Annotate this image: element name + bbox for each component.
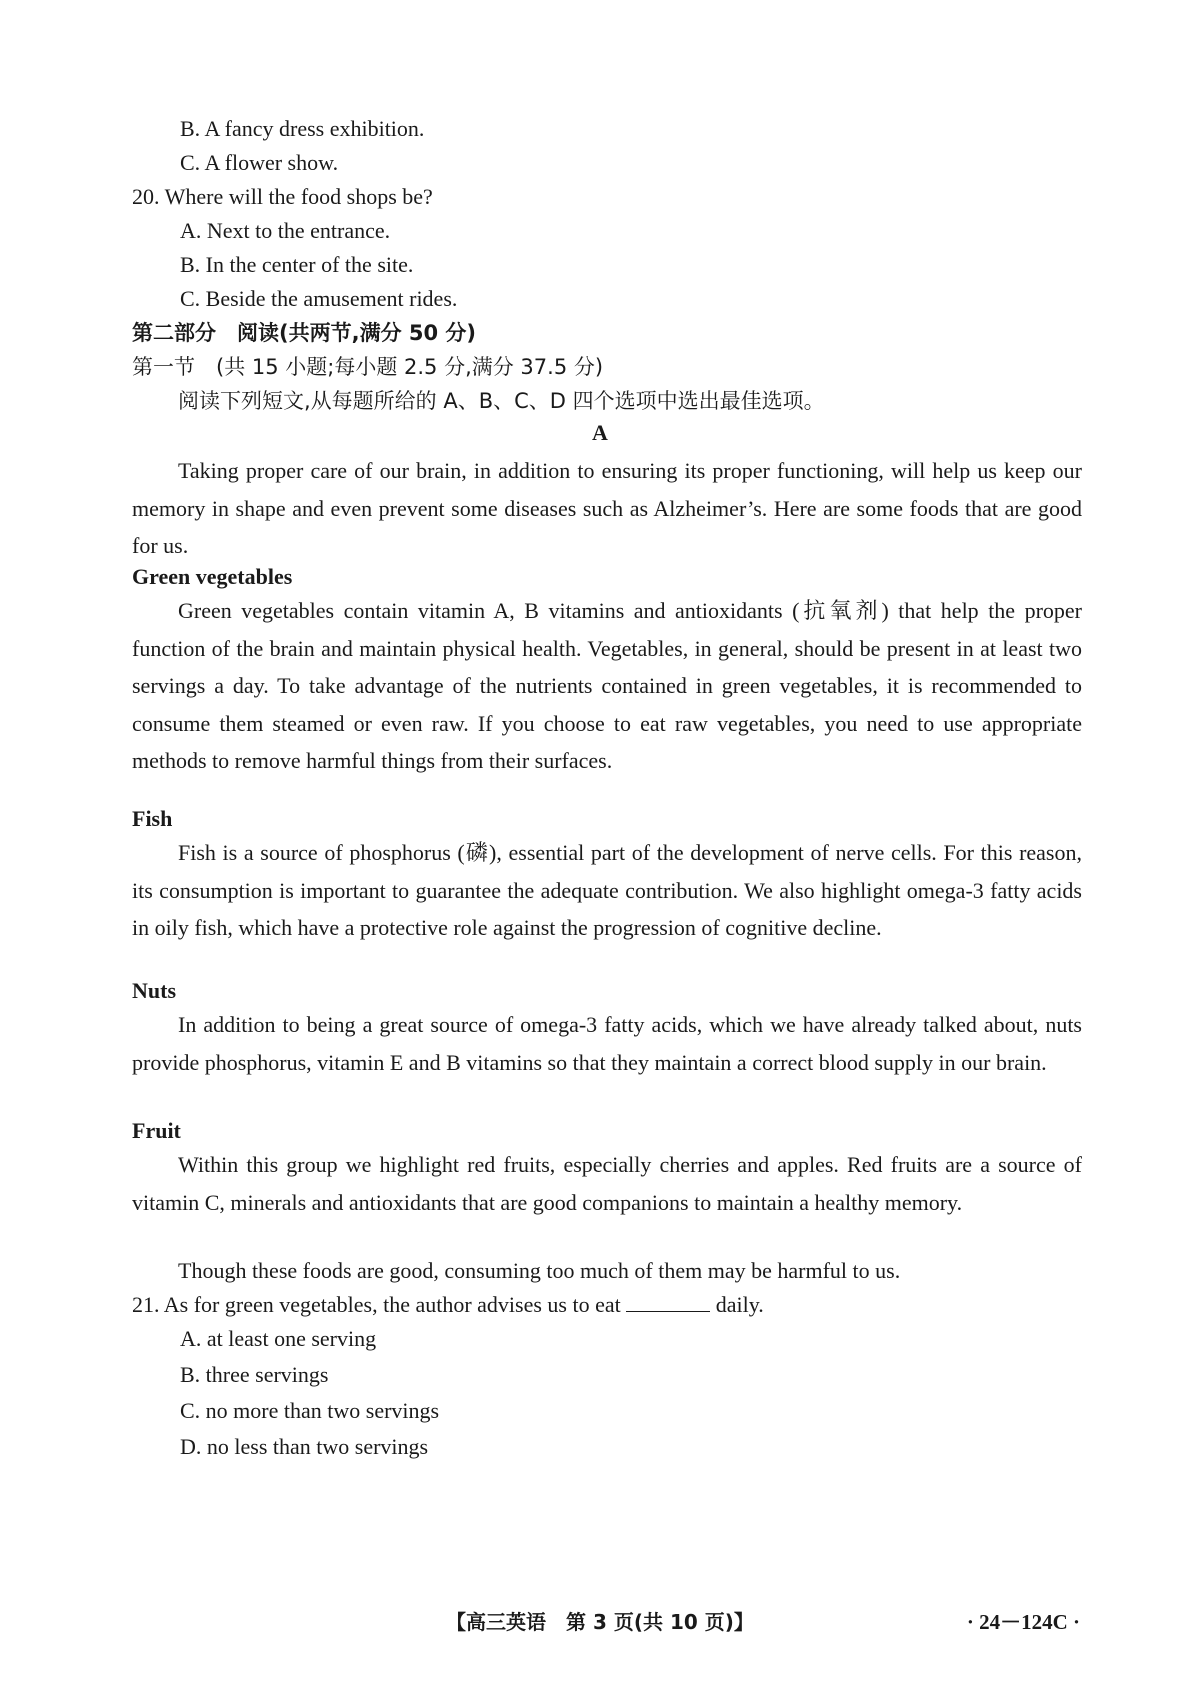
answer-blank [626, 1293, 710, 1312]
option-c-prev: C. A flower show. [180, 150, 339, 175]
question-20-option-c: C. Beside the amusement rides. [180, 286, 458, 311]
paragraph-nuts: In addition to being a great source of omega-3 fatty acids, which we have already talked about, nuts provide phosphorus, vitamin E and B vitamins so that they maintain a correct blood supply in our brain. [132, 1012, 1082, 1075]
paragraph-fruit: Within this group we highlight red fruits, especially cherries and apples. Red fruits are a source of vitamin C, minerals and antioxidants that are good companions to maintain a healthy memory. [132, 1152, 1082, 1215]
footer-exam-code: · 24－124C · [966, 1610, 1080, 1634]
question-20-stem: 20. Where will the food shops be? [132, 184, 433, 209]
passage-closing: Though these foods are good, consuming too much of them may be harmful to us. [178, 1258, 901, 1283]
reading-instruction: 阅读下列短文,从每题所给的 A、B、C、D 四个选项中选出最佳选项。 [178, 389, 825, 413]
question-21-option-b: B. three servings [180, 1362, 329, 1387]
paragraph-fish: Fish is a source of phosphorus (磷), essential part of the development of nerve cells. For this reason, its consumption is important to guarantee the adequate contribution. We also highlight omega-3 fatty acids in oily fish, which have a protective role against the progression of cognitive decline. [132, 840, 1082, 940]
heading-nuts: Nuts [132, 978, 177, 1003]
passage-intro: Taking proper care of our brain, in addition to ensuring its proper functioning, will help us keep our memory in shape and even prevent some diseases such as Alzheimer’s. Here are some foods that are good for us. [132, 458, 1082, 558]
question-20-option-b: B. In the center of the site. [180, 252, 414, 277]
passage-label: A [592, 420, 608, 445]
section-one-title: 第一节 (共 15 小题;每小题 2.5 分,满分 37.5 分) [132, 355, 604, 379]
heading-fruit: Fruit [132, 1118, 181, 1143]
option-b-prev: B. A fancy dress exhibition. [180, 116, 425, 141]
question-21-option-a: A. at least one serving [180, 1326, 377, 1351]
question-21-stem-before: 21. As for green vegetables, the author advises us to eat [132, 1292, 621, 1317]
heading-green-vegetables: Green vegetables [132, 564, 293, 589]
question-21-stem-after: daily. [715, 1292, 764, 1317]
part-two-title: 第二部分 阅读(共两节,满分 50 分) [132, 321, 477, 345]
paragraph-green-vegetables: Green vegetables contain vitamin A, B vitamins and antioxidants (抗氧剂) that help the proper function of the brain and maintain physical health. Vegetables, in general, should be present in at least two servings a day. To take advantage of the nutrients contained in green vegetables, it is recommended to consume them steamed or even raw. If you choose to eat raw vegetables, you need to use appropriate methods to remove harmful things from their surfaces. [132, 598, 1082, 773]
question-21-option-c: C. no more than two servings [180, 1398, 440, 1423]
page-footer [0, 1606, 1200, 1640]
question-21-stem [132, 1288, 764, 1322]
question-21-option-d: D. no less than two servings [180, 1434, 429, 1459]
footer-page-info: 【高三英语 第 3 页(共 10 页)】 [446, 1610, 754, 1634]
heading-fish: Fish [132, 806, 173, 831]
question-20-option-a: A. Next to the entrance. [180, 218, 391, 243]
